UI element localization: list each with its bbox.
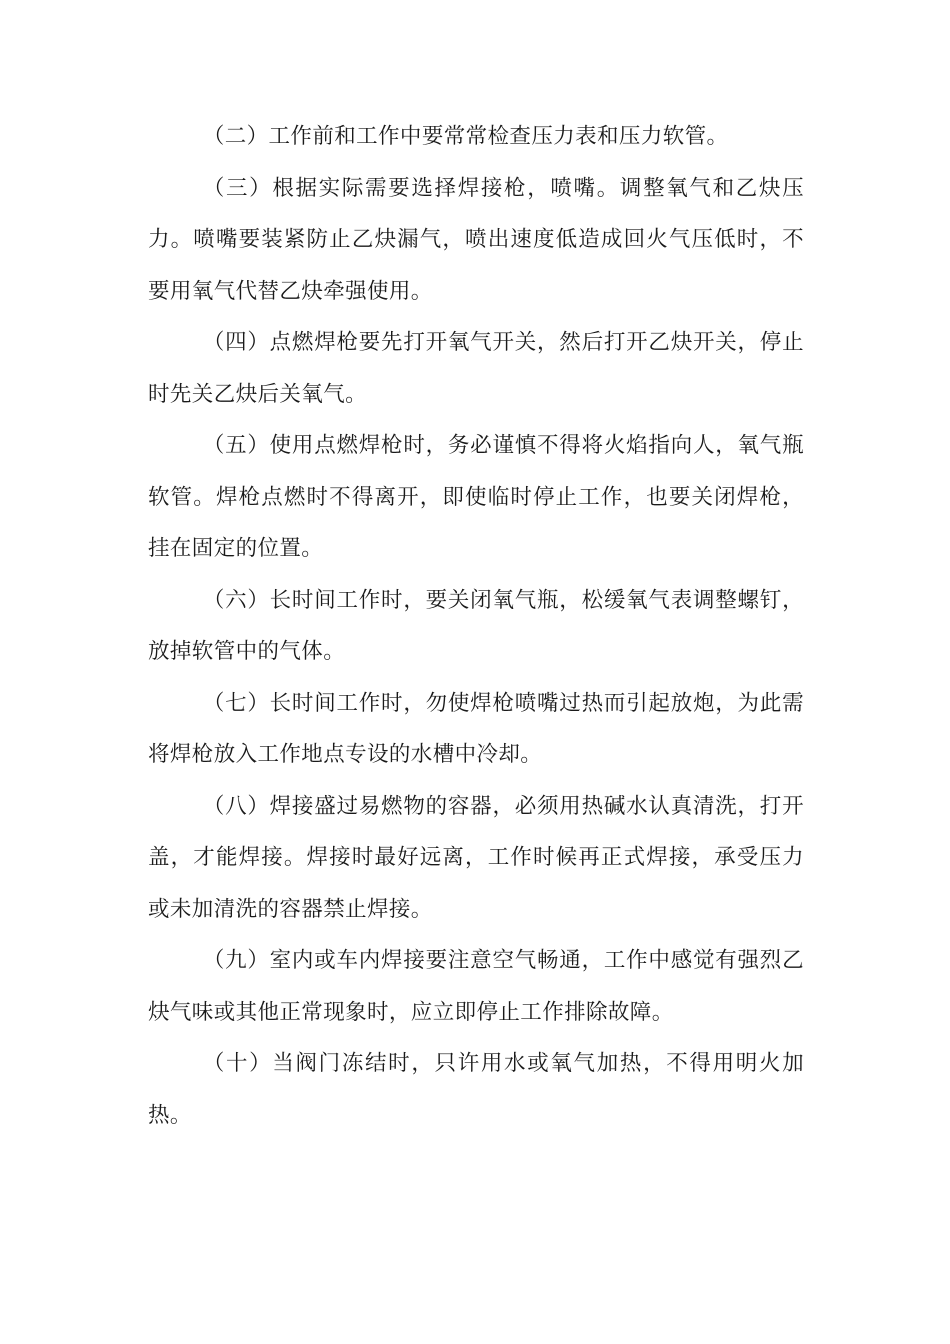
paragraph-5: （五）使用点燃焊枪时，务必谨慎不得将火焰指向人，氧气瓶软管。焊枪点燃时不得离开，即使临时停止工作，也要关闭焊枪，挂在固定的位置。 — [148, 433, 804, 561]
paragraph-9: （九）室内或车内焊接要注意空气畅通，工作中感觉有强烈乙炔气味或其他正常现象时，应立即停止工作排除故障。 — [148, 948, 804, 1025]
paragraph-10: （十）当阀门冻结时，只许用水或氧气加热，不得用明火加热。 — [148, 1051, 804, 1128]
paragraph-4: （四）点燃焊枪要先打开氧气开关，然后打开乙炔开关，停止时先关乙炔后关氧气。 — [148, 330, 804, 407]
paragraph-8: （八）焊接盛过易燃物的容器，必须用热碱水认真清洗，打开盖，才能焊接。焊接时最好远离，工作时候再正式焊接，承受压力或未加清洗的容器禁止焊接。 — [148, 793, 804, 922]
paragraph-7: （七）长时间工作时，勿使焊枪喷嘴过热而引起放炮，为此需将焊枪放入工作地点专设的水槽中冷却。 — [148, 690, 804, 767]
paragraph-2: （二）工作前和工作中要常常检查压力表和压力软管。 — [202, 124, 729, 149]
paragraph-6: （六）长时间工作时，要关闭氧气瓶，松缓氧气表调整螺钉，放掉软管中的气体。 — [148, 587, 804, 664]
document-body — [148, 111, 804, 1141]
paragraph-3: （三）根据实际需要选择焊接枪，喷嘴。调整氧气和乙炔压力。喷嘴要装紧防止乙炔漏气，喷出速度低造成回火气压低时，不要用氧气代替乙炔牵强使用。 — [148, 175, 804, 304]
